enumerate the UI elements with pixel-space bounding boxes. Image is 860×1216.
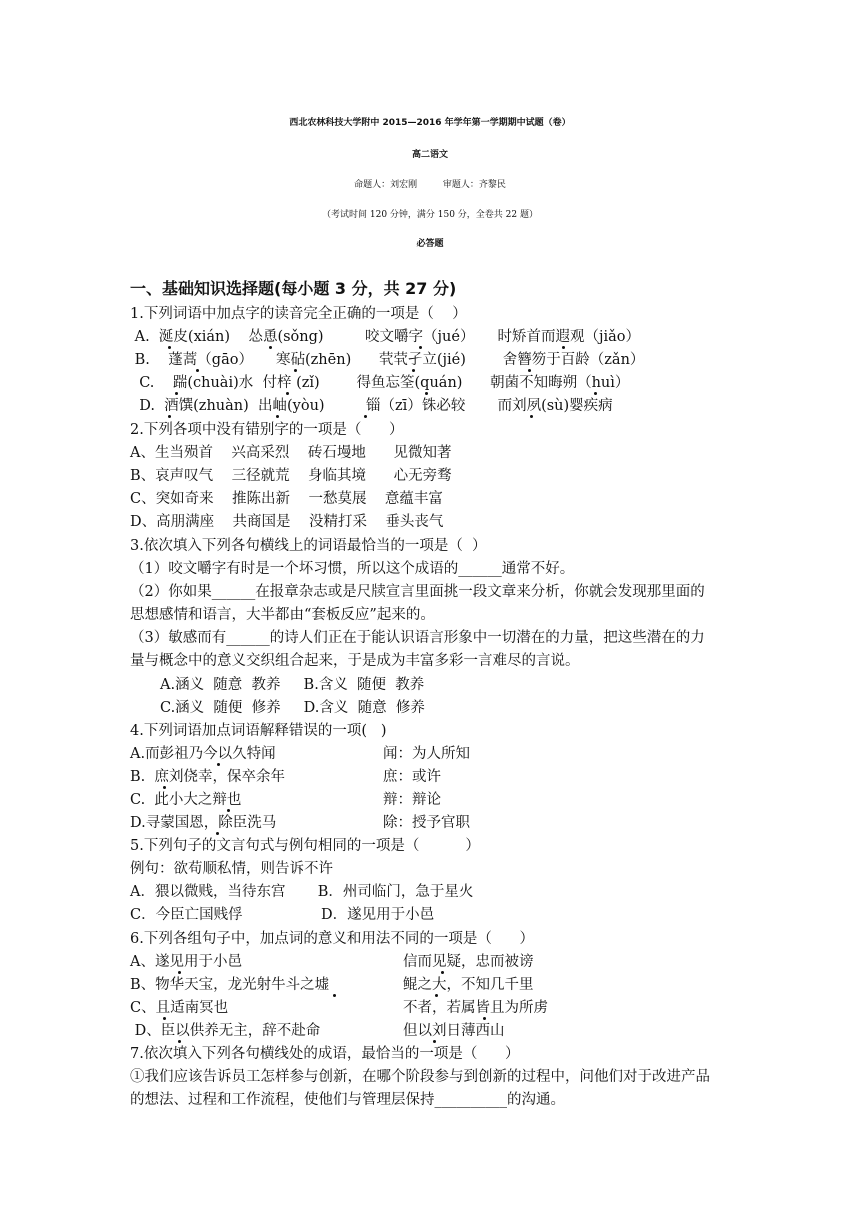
subject-title: 高二语文 xyxy=(411,150,448,160)
q2-option-b: B、哀声叹气 三径就荒 身临其境 心无旁骛 xyxy=(130,468,452,484)
q3-options-1: A.涵义 随意 教养 B.含义 随便 教养 xyxy=(160,677,425,693)
q6-option-c: C、且适南冥也 xyxy=(130,1000,229,1016)
q3-sentence-3a: （3）敏感而有______的诗人们正在于能认识语言形象中一切潜在的力量，把这些潜在的力 xyxy=(130,630,705,646)
q5-stem: 5.下列句子的文言句式与例句相同的一项是（ ） xyxy=(130,838,480,854)
q4-option-d-definition: 除：授予官职 xyxy=(383,815,470,831)
q2-stem: 2.下列各项中没有错别字的一项是（ ） xyxy=(130,422,404,438)
q1-option-a: A. 涎皮(xián) 怂恿(sǒng) 咬文嚼字（jué） 时矫首而遐观（jiǎo） xyxy=(130,329,641,345)
q3-sentence-1: （1）咬文嚼字有时是一个坏习惯，所以这个成语的______通常不好。 xyxy=(130,561,575,577)
emphasis-dot xyxy=(227,809,230,812)
exam-info: （考试时间 120 分钟，满分 150 分，全卷共 22 题） xyxy=(322,210,538,220)
q6-option-b-pair: 鲲之大，不知几千里 xyxy=(403,977,534,993)
q4-stem: 4.下列词语加点词语解释错误的一项( ) xyxy=(130,723,387,739)
q4-option-b: B. 庶刘侥幸，保卒余年 xyxy=(130,769,285,785)
q6-stem: 6.下列各组句子中，加点词的意义和用法不同的一项是（ ） xyxy=(130,931,534,947)
q6-option-a-pair: 信而见疑，忠而被谤 xyxy=(403,954,534,970)
q3-sentence-2b: 思想感情和语言，大半都由“套板反应”起来的。 xyxy=(130,607,435,623)
q5-example: 例句：欲苟顺私情，则告诉不许 xyxy=(130,861,333,877)
emphasis-dot xyxy=(364,415,367,418)
emphasis-dot xyxy=(196,369,199,372)
emphasis-dot xyxy=(412,369,415,372)
emphasis-dot xyxy=(163,1017,166,1020)
emphasis-dot xyxy=(433,1040,436,1043)
q6-option-b: B、物华天宝，龙光射牛斗之墟 xyxy=(130,977,330,993)
q5-options-cd: C．今臣亡国贱俘 D．遂见用于小邑 xyxy=(130,907,435,923)
emphasis-dot xyxy=(530,415,533,418)
q3-sentence-3b: 量与概念中的意义交织组合起来，于是成为丰富多彩一言难尽的言说。 xyxy=(130,653,580,669)
q4-option-b-definition: 庶：或许 xyxy=(383,769,441,785)
emphasis-dot xyxy=(178,1040,181,1043)
q4-option-c: C. 此小大之辩也 xyxy=(130,792,242,808)
q1-stem: 1.下列词语中加点字的读音完全正确的一项是（ ） xyxy=(130,306,467,322)
q4-option-a: A.而彭祖乃今以久特闻 xyxy=(130,746,276,762)
emphasis-dot xyxy=(425,392,428,395)
emphasis-dot xyxy=(419,346,422,349)
emphasis-dot xyxy=(435,994,438,997)
section-heading: 一、基础知识选择题(每小题 3 分，共 27 分) xyxy=(130,279,457,298)
q1-option-b: B. 蓬蒿（gāo） 寒砧(zhēn) 茕茕孑立(jié) 舍簪笏于百龄（zǎn） xyxy=(130,352,645,368)
q4-option-d: D.寻蒙国恩，除臣洗马 xyxy=(130,815,277,831)
q3-options-2: C.涵义 随便 修养 D.含义 随意 修养 xyxy=(160,700,425,716)
emphasis-dot xyxy=(168,415,171,418)
emphasis-dot xyxy=(594,392,597,395)
emphasis-dot xyxy=(178,971,181,974)
emphasis-dot xyxy=(175,392,178,395)
emphasis-dot xyxy=(276,415,279,418)
emphasis-dot xyxy=(217,763,220,766)
q2-option-a: A、生当殒首 兴高采烈 砖石墁地 见微知著 xyxy=(130,445,452,461)
q2-option-d: D、高朋满座 共商国是 没精打采 垂头丧气 xyxy=(130,514,444,530)
emphasis-dot xyxy=(562,346,565,349)
exam-title: 西北农林科技大学附中 2015—2016 年学年第一学期期中试题（卷） xyxy=(289,118,571,128)
q1-option-d: D. 酒馔(zhuàn) 出岫(yòu) 锱（zī）铢必较 而刘夙(sù)婴疾病 xyxy=(130,398,613,414)
authors-line: 命题人：刘宏刚 审题人：齐黎民 xyxy=(354,180,506,190)
q3-stem: 3.依次填入下列各句横线上的词语最恰当的一项是（ ） xyxy=(130,538,487,554)
emphasis-dot xyxy=(294,369,297,372)
emphasis-dot xyxy=(528,369,531,372)
q2-option-c: C、突如奇来 推陈出新 一愁莫展 意蕴丰富 xyxy=(130,491,443,507)
emphasis-dot xyxy=(286,392,289,395)
emphasis-dot xyxy=(216,832,219,835)
emphasis-dot xyxy=(483,1017,486,1020)
emphasis-dot xyxy=(168,346,171,349)
q7-stem: 7.依次填入下列各句横线处的成语，最恰当的一项是（ ） xyxy=(130,1046,520,1062)
q7-sentence-1b: 的想法、过程和工作流程，使他们与管理层保持__________的沟通。 xyxy=(130,1092,565,1108)
q3-sentence-2a: （2）你如果______在报章杂志或是尺牍宣言里面挑一段文章来分析，你就会发现那里面的 xyxy=(130,584,705,600)
emphasis-dot xyxy=(441,971,444,974)
emphasis-dot xyxy=(269,346,272,349)
q6-option-d: D、臣以供养无主，辞不赴命 xyxy=(130,1023,321,1039)
q4-option-a-definition: 闻：为人所知 xyxy=(383,746,470,762)
q4-option-c-definition: 辩：辩论 xyxy=(383,792,441,808)
q6-option-c-pair: 不者，若属皆且为所虏 xyxy=(403,1000,548,1016)
q6-option-d-pair: 但以刘日薄西山 xyxy=(403,1023,505,1039)
emphasis-dot xyxy=(333,994,336,997)
required-heading: 必答题 xyxy=(416,239,444,249)
q6-option-a: A、遂见用于小邑 xyxy=(130,954,242,970)
q7-sentence-1a: ①我们应该告诉员工怎样参与创新，在哪个阶段参与到创新的过程中，问他们对于改进产品 xyxy=(130,1069,710,1085)
emphasis-dot xyxy=(163,786,166,789)
q1-option-c: C. 踹(chuài)水 付梓 (zǐ) 得鱼忘筌(quán) 朝菌不知晦朔（huì） xyxy=(130,375,630,391)
q5-options-ab: A．猥以微贱，当待东宫 B．州司临门，急于星火 xyxy=(130,884,474,900)
